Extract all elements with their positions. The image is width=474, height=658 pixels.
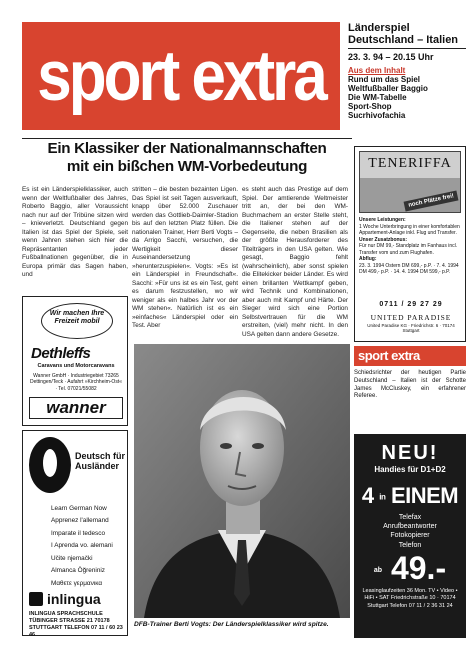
teneriffa-image: [359, 151, 461, 213]
language-item: Apprenez l'allemand: [51, 517, 109, 525]
feature-item: Anrufbeantworter: [383, 523, 437, 531]
dates-label: Abflug:: [359, 256, 377, 262]
inlingua-logo-icon: [29, 592, 43, 606]
match-title: Länderspiel Deutschland – Italien: [348, 22, 466, 49]
price-value: 49.-: [390, 550, 447, 587]
language-item: Učite njemački: [51, 554, 93, 562]
dethleffs-logo: Dethleffs: [31, 345, 91, 362]
in-word: in: [379, 492, 386, 502]
language-item: Imparate il tedesco: [51, 529, 105, 537]
dethleffs-address: Wanner GmbH · Industriegebiet 73265 Dettingen/Teck · Aufahrt »Kirchheim-Ost« · Tel. 07021/55082: [30, 373, 122, 392]
inlingua-address: INLINGUA SPRACHSCHULE TÜBINGER STRASSE 21 70178 STUTTGART TELEFON 07 11 / 60 23 46: [29, 611, 123, 638]
masthead-info-box: [348, 22, 466, 130]
new-label: NEU!: [381, 442, 439, 464]
inlingua-heading: Deutsch für Ausländer: [75, 451, 126, 472]
language-list: [51, 503, 113, 590]
feature-item: Telefax: [398, 513, 422, 521]
teneriffa-details: [359, 217, 463, 276]
sport-extra-box-text: Schiedsrichter der heutigen Partie Deutschland – Italien ist der Schotte James McCluskey, ein erfahrener Referee.: [354, 370, 466, 400]
bonus-label: Unser Zusatzbonus:: [359, 236, 408, 243]
newspaper-page: [18, 10, 466, 652]
price-prefix: ab: [373, 567, 383, 575]
language-item: I Aprenda vo. alemani: [51, 542, 113, 550]
sport-extra-box-title: sport extra: [354, 346, 466, 366]
headline-line-1: Ein Klassiker der Nationalmannschaften: [47, 140, 327, 157]
contents-item: Weltfußballer Baggio: [348, 83, 428, 93]
four-number: 4: [361, 482, 374, 508]
article-column-3: es steht auch das Prestige auf dem Spiel. Der amtierende Weltmeister tritt an, der bei den WM-Buchmachern an erster Stelle steht, die Italiener stehen auf der Gegenseite, die neben Brasilien als der größte Herausforderer des Titelträgers in den USA gelten. Wie gesagt, Baggio fehlt (wahrscheinlich), aber sonst spielen die Elitekicker beider Länder. Es wird einen brillanten Wettkampf geben, wird Technik und Kombinationen, aber auch mit Kampf und Härte. Der Sieger wird sich eine Portion Selbstvertrauen für die WM erstreiten, (viel) mehr nicht. In den USA gelten dann andere Gesetze.: [242, 186, 348, 338]
teneriffa-ad: [354, 146, 466, 342]
ad-speech-bubble: Wir machen Ihre Freizeit mobil: [41, 303, 113, 339]
headline-line-2: mit ein bißchen WM-Vorbedeutung: [66, 158, 308, 176]
teneriffa-phone: 0711 / 29 27 29: [379, 301, 443, 308]
dethleffs-subtitle: Caravans und Motorcaravans: [37, 363, 115, 369]
contents-item: Sport-Shop: [348, 102, 392, 112]
language-item: Learn German Now: [51, 505, 107, 512]
inlingua-brand-text: inlingua: [47, 591, 101, 607]
masthead-title: sport extra: [37, 36, 325, 116]
wanner-logo: wanner: [29, 397, 123, 419]
language-item: Μαθετε γερμανικα: [51, 579, 103, 587]
united-paradise-address: United Paradise KG · Friedrichstr. 6 · 70174 Stuttgart: [367, 323, 455, 333]
four-in-one-heading: [354, 483, 466, 509]
dethleffs-ad: [22, 296, 128, 426]
dates-text: 23. 3. 1994 Ostern DM 699,- p.P. · 7. 4. 1994 DM 499,- p.P. · 14. 4. 1994 DM 599,- p.P.: [359, 262, 459, 275]
masthead: [22, 22, 340, 130]
coach-photo: [134, 344, 350, 618]
photo-caption: DFB-Trainer Berti Vogts: Der Länderspielklassiker wird spitze.: [134, 621, 329, 628]
inlingua-emblem-icon: [29, 437, 71, 493]
einem-word: EINEM: [390, 482, 459, 508]
availability-flag: noch Plätze frei!: [404, 190, 459, 211]
language-item: Almanca Öğreniniz: [51, 567, 105, 575]
article-headline: [22, 140, 352, 176]
feature-item: Fotokopierer: [390, 532, 430, 540]
ad-footer: Leasinglaufzeiten 36 Mon. TV • Video • HiFi • SAT Friedrichstraße 10 · 70174 Stuttgart Telefon 07 11 / 2 36 31 24: [362, 588, 458, 609]
services-text: 1 Woche Unterbringung in einer komfortablen Appartement-Anlage inkl. Flug und Transfer.: [359, 223, 460, 236]
contents-item: Die WM-Tabelle: [348, 93, 407, 103]
bonus-text: Für nur DM 99,- Standplatz im Fanhaus incl. Transfer vom und zum Flughafen.: [359, 243, 458, 256]
handy-label: Handies für D1+D2: [374, 465, 446, 474]
services-label: Unsere Leistungen:: [359, 217, 406, 223]
feature-item: Telefon: [398, 541, 422, 549]
inlingua-brand: [29, 591, 101, 607]
article-column-2: stritten – die besten bezainten Ligen. Das Spiel ist seit Tagen ausverkauft, knapp über 52.000 Zuschauer werden das Gottlieb-Daimler-Stadion bis auf den letzten Platz füllen. Die nationalen Trainer, Herr Berti Vogts – da Arrigo Sacchi, versuchen, die Wertigkeit dieser Auseinandersetzung »herunterzuspielen«. Vogts: »Es ist ein Länderspiel in Freundschaft«. Sacchi: »Für uns ist es ein Test, geht es darum festzustellen, wo wir weniger als ein halbes Jahr vor der WM stehen«. Natürlich ist es ein »einfaches« Länderspiel oder ein Test. Aber: [132, 186, 238, 330]
inlingua-ad: [22, 430, 128, 636]
match-date: 23. 3. 94 – 20.15 Uhr: [348, 52, 434, 63]
contents-item: Sucrhivofachia: [348, 111, 406, 121]
price: [354, 550, 466, 587]
portrait-illustration: [134, 344, 350, 618]
teneriffa-title: TENERIFFA: [368, 156, 452, 171]
headline-rule: [22, 138, 352, 139]
united-paradise-logo: UNITED PARADISE: [370, 313, 452, 322]
contents-label: Aus dem Inhalt: [348, 65, 406, 75]
contents-item: Rund um das Spiel: [348, 74, 421, 84]
article-column-1: Es ist ein Länderspielklassiker, auch wenn der Weltfußballer des Jahres, Roberto Baggio, aller Voraussicht nach nur auf der Tribüne sitzen wird – knieverletzt. Deutschland gegen Italien ist das Spiel der Spiele, seit wenn Jahren stehen sich hier die Repräsentanten jeder Fußballnationen gegenüber, die in Europa primär das Sagen haben, und: [22, 186, 128, 279]
feature-list: [354, 513, 466, 551]
four-in-one-ad: [354, 434, 466, 638]
